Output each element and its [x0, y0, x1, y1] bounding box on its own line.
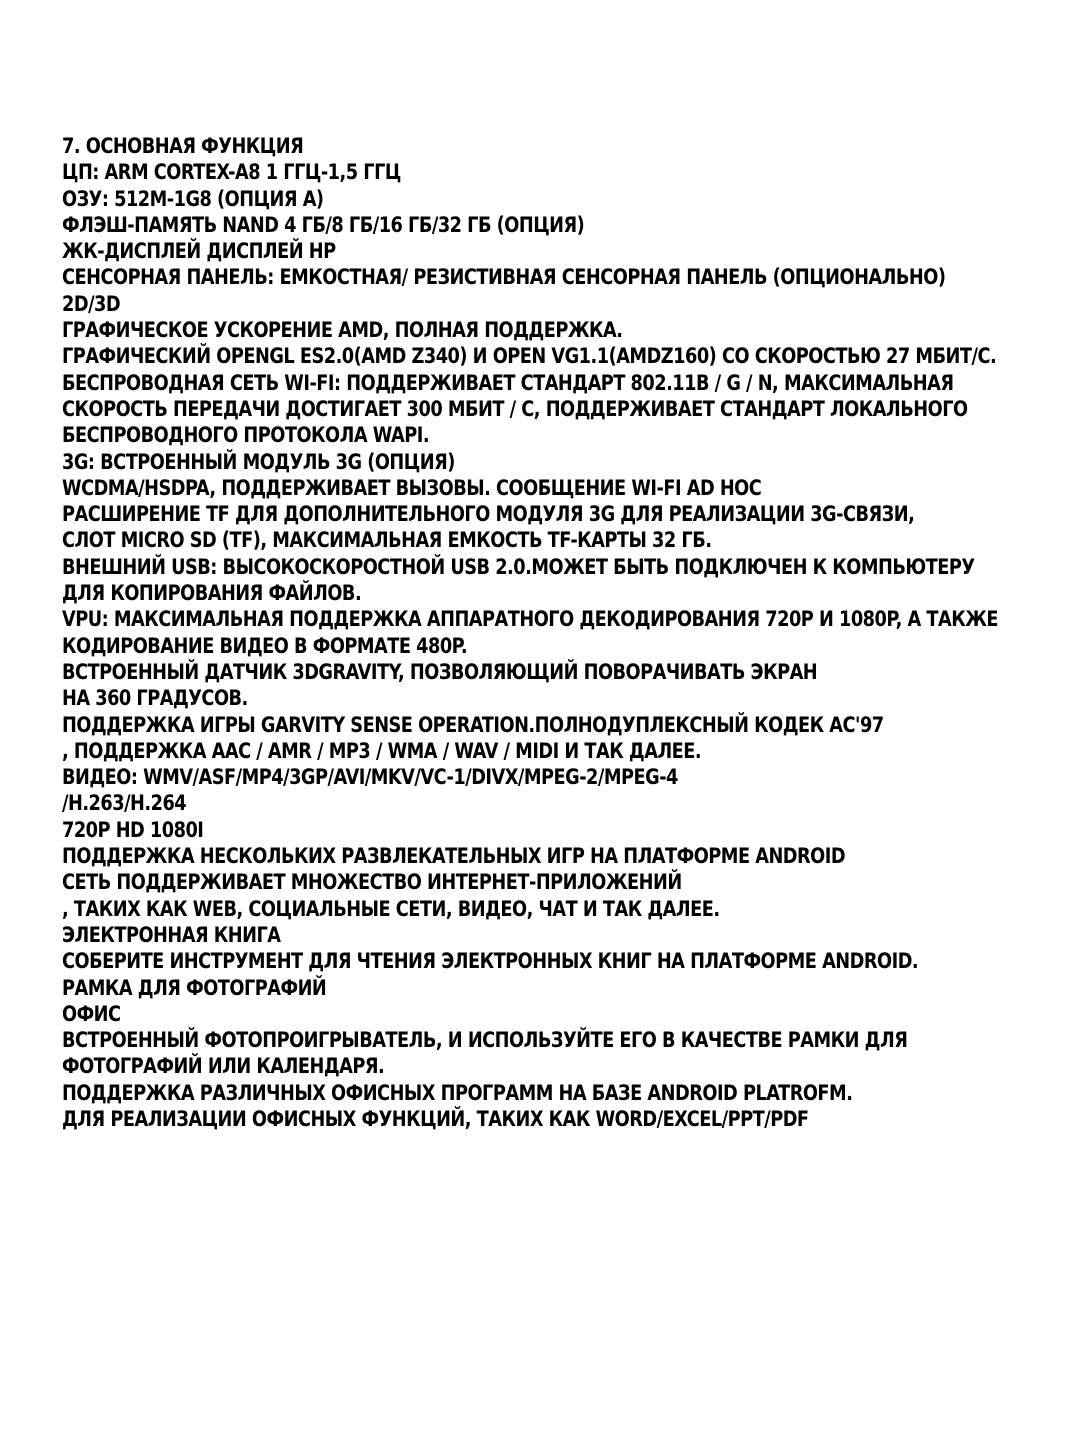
spec-line: , ТАКИХ КАК WEB, СОЦИАЛЬНЫЕ СЕТИ, ВИДЕО, ЧАТ И ТАК ДАЛЕЕ.	[62, 896, 720, 921]
spec-line: СЕНСОРНАЯ ПАНЕЛЬ: ЕМКОСТНАЯ/ РЕЗИСТИВНАЯ СЕНСОРНАЯ ПАНЕЛЬ (ОПЦИОНАЛЬНО)	[62, 265, 946, 290]
spec-line: ПОДДЕРЖКА РАЗЛИЧНЫХ ОФИСНЫХ ПРОГРАММ НА БАЗЕ ANDROID PLATROFM.	[62, 1080, 853, 1105]
spec-line: СКОРОСТЬ ПЕРЕДАЧИ ДОСТИГАЕТ 300 МБИТ / С, ПОДДЕРЖИВАЕТ СТАНДАРТ ЛОКАЛЬНОГО	[62, 396, 968, 421]
spec-line: ДЛЯ РЕАЛИЗАЦИИ ОФИСНЫХ ФУНКЦИЙ, ТАКИХ КАК WORD/EXCEL/PPT/PDF	[62, 1106, 809, 1131]
spec-line: /H.263/H.264	[62, 791, 187, 816]
spec-line: РАМКА ДЛЯ ФОТОГРАФИЙ	[62, 975, 327, 1000]
spec-line: ЖК-ДИСПЛЕЙ ДИСПЛЕЙ HP	[62, 239, 336, 264]
spec-line: БЕСПРОВОДНАЯ СЕТЬ WI-FI: ПОДДЕРЖИВАЕТ СТАНДАРТ 802.11B / G / N, МАКСИМАЛЬНАЯ	[62, 370, 954, 395]
spec-line: СОБЕРИТЕ ИНСТРУМЕНТ ДЛЯ ЧТЕНИЯ ЭЛЕКТРОННЫХ КНИГ НА ПЛАТФОРМЕ ANDROID.	[62, 949, 919, 974]
spec-line: ФЛЭШ-ПАМЯТЬ NAND 4 ГБ/8 ГБ/16 ГБ/32 ГБ (ОПЦИЯ)	[62, 212, 585, 237]
spec-line: БЕСПРОВОДНОГО ПРОТОКОЛА WAPI.	[62, 423, 430, 448]
spec-line: , ПОДДЕРЖКА AAC / AMR / MP3 / WMA / WAV / MIDI И ТАК ДАЛЕЕ.	[62, 738, 702, 763]
spec-line: СЛОТ MICRO SD (TF), МАКСИМАЛЬНАЯ ЕМКОСТЬ TF-КАРТЫ 32 ГБ.	[62, 528, 712, 553]
spec-text-block	[62, 133, 1062, 1132]
spec-line: 2D/3D	[62, 291, 121, 316]
section-heading: 7. ОСНОВНАЯ ФУНКЦИЯ	[62, 134, 304, 158]
spec-line: ГРАФИЧЕСКОЕ УСКОРЕНИЕ AMD, ПОЛНАЯ ПОДДЕРЖКА.	[62, 318, 623, 343]
spec-line: ЭЛЕКТРОННАЯ КНИГА	[62, 922, 281, 947]
spec-line: НА 360 ГРАДУСОВ.	[62, 686, 248, 711]
spec-line: 720P HD 1080I	[62, 817, 204, 842]
spec-line: КОДИРОВАНИЕ ВИДЕО В ФОРМАТЕ 480P.	[62, 633, 468, 658]
spec-line: ФОТОГРАФИЙ ИЛИ КАЛЕНДАРЯ.	[62, 1054, 385, 1079]
spec-line: ВСТРОЕННЫЙ ФОТОПРОИГРЫВАТЕЛЬ, И ИСПОЛЬЗУЙТЕ ЕГО В КАЧЕСТВЕ РАМКИ ДЛЯ	[62, 1028, 908, 1053]
spec-line: ДЛЯ КОПИРОВАНИЯ ФАЙЛОВ.	[62, 581, 362, 606]
spec-line: VPU: МАКСИМАЛЬНАЯ ПОДДЕРЖКА АППАРАТНОГО ДЕКОДИРОВАНИЯ 720P И 1080P, А ТАКЖЕ	[62, 607, 999, 632]
spec-line: ВСТРОЕННЫЙ ДАТЧИК 3DGRAVITY, ПОЗВОЛЯЮЩИЙ ПОВОРАЧИВАТЬ ЭКРАН	[62, 659, 818, 684]
spec-line: ВИДЕО: WMV/ASF/MP4/3GP/AVI/MKV/VC-1/DIVX/MPEG-2/MPEG-4	[62, 765, 678, 790]
spec-line: ОФИС	[62, 1001, 121, 1026]
spec-line: РАСШИРЕНИЕ TF ДЛЯ ДОПОЛНИТЕЛЬНОГО МОДУЛЯ 3G ДЛЯ РЕАЛИЗАЦИИ 3G-СВЯЗИ,	[62, 502, 915, 527]
spec-line: СЕТЬ ПОДДЕРЖИВАЕТ МНОЖЕСТВО ИНТЕРНЕТ-ПРИЛОЖЕНИЙ	[62, 870, 682, 895]
spec-line: 3G: ВСТРОЕННЫЙ МОДУЛЬ 3G (ОПЦИЯ)	[62, 449, 455, 474]
spec-line: ВНЕШНИЙ USB: ВЫСОКОСКОРОСТНОЙ USB 2.0.МОЖЕТ БЫТЬ ПОДКЛЮЧЕН К КОМПЬЮТЕРУ	[62, 554, 975, 579]
spec-line: WCDMA/HSDPA, ПОДДЕРЖИВАЕТ ВЫЗОВЫ. СООБЩЕНИЕ WI-FI AD HOC	[62, 475, 762, 500]
spec-line: ПОДДЕРЖКА НЕСКОЛЬКИХ РАЗВЛЕКАТЕЛЬНЫХ ИГР НА ПЛАТФОРМЕ ANDROID	[62, 844, 846, 869]
spec-line: ПОДДЕРЖКА ИГРЫ GARVITY SENSE OPERATION.ПОЛНОДУПЛЕКСНЫЙ КОДЕК AC'97	[62, 712, 884, 737]
spec-line: ГРАФИЧЕСКИЙ OPENGL ES2.0(AMD Z340) И OPEN VG1.1(AMDZ160) СО СКОРОСТЬЮ 27 МБИТ/С.	[62, 344, 997, 369]
spec-line: ЦП: ARM CORTEX-A8 1 ГГЦ-1,5 ГГЦ	[62, 160, 401, 185]
spec-line: ОЗУ: 512M-1G8 (ОПЦИЯ A)	[62, 186, 324, 211]
